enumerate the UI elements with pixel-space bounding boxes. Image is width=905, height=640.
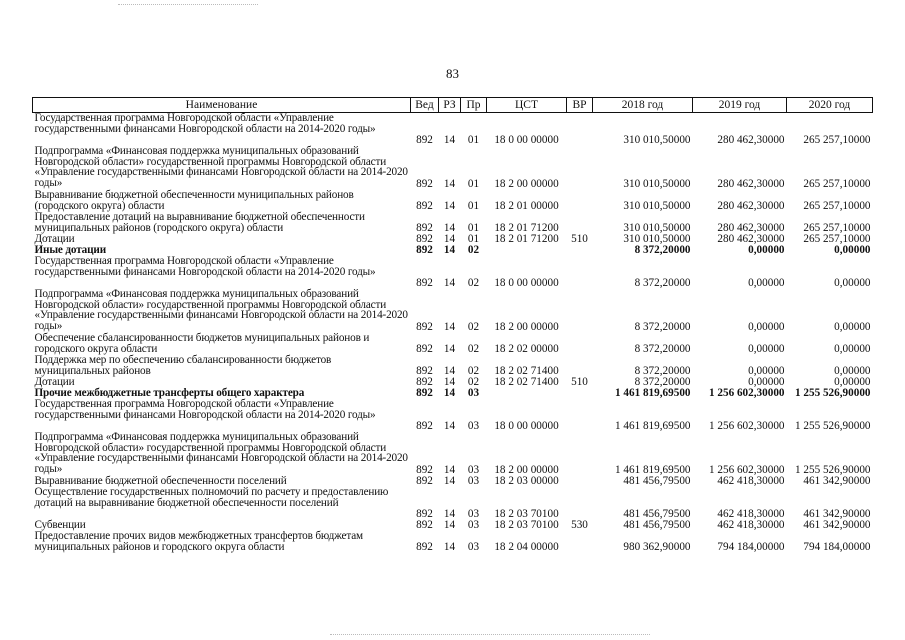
header-ved: Вед <box>411 98 439 113</box>
table-row <box>33 212 873 234</box>
row-cst: 18 2 01 71200 <box>494 233 559 246</box>
row-cst <box>487 245 567 256</box>
row-ved: 892 <box>416 343 433 356</box>
row-rz: 14 <box>443 508 456 521</box>
row-pr: 01 <box>467 134 480 147</box>
table-row <box>33 289 873 333</box>
row-ved: 892 <box>416 464 433 477</box>
row-cst: 18 2 01 71200 <box>494 222 559 235</box>
row-ved: 892 <box>416 233 433 246</box>
row-vr <box>567 531 593 553</box>
row-2019: 0,00000 <box>748 321 785 334</box>
row-2020: 265 257,10000 <box>803 200 871 213</box>
row-2019: 280 462,30000 <box>717 178 785 191</box>
header-vr: ВР <box>567 98 593 113</box>
row-rz: 14 <box>443 233 456 246</box>
row-2020: 265 257,10000 <box>803 233 871 246</box>
row-pr: 01 <box>467 178 480 191</box>
row-vr <box>567 256 593 289</box>
row-vr <box>567 432 593 476</box>
row-ved: 892 <box>416 277 433 290</box>
row-cst: 18 2 04 00000 <box>494 541 559 554</box>
row-rz: 14 <box>443 244 456 257</box>
row-2020: 0,00000 <box>834 244 871 257</box>
row-2019: 0,00000 <box>748 365 785 378</box>
table-row <box>33 113 873 147</box>
row-rz: 14 <box>443 464 456 477</box>
row-pr: 01 <box>467 200 480 213</box>
row-vr <box>567 388 593 399</box>
row-name: Выравнивание бюджетной обеспеченности муниципальных районов (городского округа) области <box>34 189 354 212</box>
row-cst: 18 2 00 00000 <box>494 178 559 191</box>
row-2019: 1 256 602,30000 <box>708 464 785 477</box>
table-row <box>33 531 873 553</box>
row-2019: 280 462,30000 <box>717 134 785 147</box>
row-name: Иные дотации <box>34 244 107 256</box>
row-2018: 481 456,79500 <box>623 508 691 521</box>
row-2018: 980 362,90000 <box>623 541 691 554</box>
row-2020: 1 255 526,90000 <box>794 464 871 477</box>
row-name: Поддержка мер по обеспечению сбалансированности бюджетов муниципальных районов <box>34 354 332 377</box>
row-cst: 18 2 02 71400 <box>494 376 559 389</box>
row-cst: 18 0 00 00000 <box>494 420 559 433</box>
row-2018: 310 010,50000 <box>623 134 691 147</box>
row-name: Государственная программа Новгородской области «Управление государственными финансами Новгородской области на 2014-2020 годы» <box>34 398 376 421</box>
row-vr <box>567 113 593 147</box>
header-rz: РЗ <box>439 98 461 113</box>
row-ved: 892 <box>416 200 433 213</box>
row-ved: 892 <box>416 365 433 378</box>
row-rz: 14 <box>443 134 456 147</box>
row-pr: 02 <box>467 277 480 290</box>
row-2019: 462 418,30000 <box>717 519 785 532</box>
row-cst: 18 2 03 00000 <box>494 475 559 488</box>
row-cst: 18 2 02 71400 <box>494 365 559 378</box>
row-cst: 18 2 03 70100 <box>494 519 559 532</box>
row-2020: 461 342,90000 <box>803 508 871 521</box>
row-2020: 461 342,90000 <box>803 519 871 532</box>
row-2019: 1 256 602,30000 <box>708 387 785 400</box>
row-vr <box>567 333 593 355</box>
row-ved: 892 <box>416 475 433 488</box>
row-rz: 14 <box>443 376 456 389</box>
row-name: Подпрограмма «Финансовая поддержка муниципальных образований Новгородской области» государственной программы Новгородской области «Управление государственными финансами Новгородской области на 2014-2020 годы» <box>34 431 408 475</box>
row-vr <box>567 146 593 190</box>
row-rz: 14 <box>443 475 456 488</box>
row-2019: 0,00000 <box>748 343 785 356</box>
row-ved: 892 <box>416 321 433 334</box>
row-cst: 18 2 00 00000 <box>494 321 559 334</box>
row-rz: 14 <box>443 541 456 554</box>
scan-artifact-bottom <box>330 634 650 636</box>
row-2020: 461 342,90000 <box>803 475 871 488</box>
row-rz: 14 <box>443 519 456 532</box>
header-2018: 2018 год <box>593 98 693 113</box>
row-pr: 03 <box>467 519 480 532</box>
table-row <box>33 146 873 190</box>
row-ved: 892 <box>416 541 433 554</box>
row-name: Государственная программа Новгородской области «Управление государственными финансами Новгородской области на 2014-2020 годы» <box>34 255 376 278</box>
header-pr: Пр <box>461 98 487 113</box>
row-2019: 0,00000 <box>748 277 785 290</box>
row-rz: 14 <box>443 365 456 378</box>
row-2020: 0,00000 <box>834 277 871 290</box>
row-2020: 265 257,10000 <box>803 178 871 191</box>
table-header-row <box>33 98 873 113</box>
row-2018: 310 010,50000 <box>623 178 691 191</box>
row-vr <box>567 476 593 487</box>
row-2020: 794 184,00000 <box>803 541 871 554</box>
row-2019: 280 462,30000 <box>717 222 785 235</box>
row-rz: 14 <box>443 321 456 334</box>
row-2018: 481 456,79500 <box>623 519 691 532</box>
row-pr: 02 <box>467 365 480 378</box>
row-2018: 8 372,20000 <box>634 277 691 290</box>
row-2019: 280 462,30000 <box>717 233 785 246</box>
row-2020: 1 255 526,90000 <box>794 420 871 433</box>
row-name: Предоставление дотаций на выравнивание бюджетной обеспеченности муниципальных районов (городского округа) области <box>34 211 365 234</box>
row-2020: 265 257,10000 <box>803 222 871 235</box>
row-2018: 310 010,50000 <box>623 222 691 235</box>
row-vr: 510 <box>571 376 588 389</box>
header-name: Наименование <box>33 98 411 113</box>
row-2018: 8 372,20000 <box>634 343 691 356</box>
row-2020: 1 255 526,90000 <box>794 387 871 400</box>
row-2019: 794 184,00000 <box>717 541 785 554</box>
row-vr <box>567 190 593 212</box>
row-pr: 03 <box>467 387 480 400</box>
row-rz: 14 <box>443 420 456 433</box>
row-name: Прочие межбюджетные трансферты общего характера <box>34 387 305 399</box>
row-pr: 01 <box>467 233 480 246</box>
table-row <box>33 190 873 212</box>
row-2020: 265 257,10000 <box>803 134 871 147</box>
row-vr <box>567 245 593 256</box>
row-name: Государственная программа Новгородской области «Управление государственными финансами Новгородской области на 2014-2020 годы» <box>34 112 376 135</box>
row-ved: 892 <box>416 178 433 191</box>
row-pr: 03 <box>467 420 480 433</box>
row-2019: 1 256 602,30000 <box>708 420 785 433</box>
row-name: Дотации <box>34 376 75 388</box>
row-ved: 892 <box>416 508 433 521</box>
page-number: 83 <box>446 66 459 81</box>
row-cst: 18 0 00 00000 <box>494 134 559 147</box>
row-2018: 310 010,50000 <box>623 233 691 246</box>
row-2019: 0,00000 <box>748 376 785 389</box>
row-ved: 892 <box>416 519 433 532</box>
row-pr: 02 <box>467 343 480 356</box>
row-2018: 310 010,50000 <box>623 200 691 213</box>
row-2018: 8 372,20000 <box>634 365 691 378</box>
table-row <box>33 399 873 432</box>
row-pr: 03 <box>467 464 480 477</box>
header-cst: ЦСТ <box>487 98 567 113</box>
row-name: Дотации <box>34 233 75 245</box>
row-pr: 02 <box>467 244 480 257</box>
row-2018: 1 461 819,69500 <box>614 420 691 433</box>
row-vr <box>567 355 593 377</box>
row-2018: 8 372,20000 <box>634 321 691 334</box>
row-2019: 0,00000 <box>748 244 785 257</box>
row-pr: 03 <box>467 475 480 488</box>
table-row <box>33 487 873 520</box>
row-vr <box>567 399 593 432</box>
row-2018: 8 372,20000 <box>634 244 691 257</box>
row-cst: 18 2 02 00000 <box>494 343 559 356</box>
row-2020: 0,00000 <box>834 376 871 389</box>
row-pr: 01 <box>467 222 480 235</box>
row-cst: 18 2 01 00000 <box>494 200 559 213</box>
row-ved: 892 <box>416 420 433 433</box>
row-2020: 0,00000 <box>834 321 871 334</box>
row-pr: 02 <box>467 376 480 389</box>
row-vr <box>567 289 593 333</box>
row-vr <box>567 487 593 520</box>
row-pr: 03 <box>467 508 480 521</box>
row-2018: 8 372,20000 <box>634 376 691 389</box>
row-ved: 892 <box>416 376 433 389</box>
scan-artifact-top <box>118 4 258 6</box>
row-rz: 14 <box>443 222 456 235</box>
row-rz: 14 <box>443 200 456 213</box>
row-2020: 0,00000 <box>834 365 871 378</box>
row-cst: 18 2 00 00000 <box>494 464 559 477</box>
row-name: Выравнивание бюджетной обеспеченности поселений <box>34 475 287 487</box>
row-2018: 1 461 819,69500 <box>614 387 691 400</box>
row-cst <box>487 388 567 399</box>
row-2019: 280 462,30000 <box>717 200 785 213</box>
row-name: Субвенции <box>34 519 86 531</box>
row-vr: 510 <box>571 233 588 246</box>
row-2019: 462 418,30000 <box>717 508 785 521</box>
row-ved: 892 <box>416 387 433 400</box>
row-name: Подпрограмма «Финансовая поддержка муниципальных образований Новгородской области» государственной программы Новгородской области «Управление государственными финансами Новгородской области на 2014-2020 годы» <box>34 288 408 332</box>
row-2020: 0,00000 <box>834 343 871 356</box>
budget-table <box>32 97 873 553</box>
row-name: Предоставление прочих видов межбюджетных трансфертов бюджетам муниципальных районов и городского округа области <box>34 530 363 553</box>
row-pr: 03 <box>467 541 480 554</box>
row-rz: 14 <box>443 343 456 356</box>
row-rz: 14 <box>443 277 456 290</box>
row-rz: 14 <box>443 387 456 400</box>
row-vr <box>567 212 593 234</box>
table-row <box>33 234 873 245</box>
row-name: Подпрограмма «Финансовая поддержка муниципальных образований Новгородской области» государственной программы Новгородской области «Управление государственными финансами Новгородской области на 2014-2020 годы» <box>34 145 408 189</box>
table-row <box>33 432 873 476</box>
row-ved: 892 <box>416 222 433 235</box>
row-cst: 18 0 00 00000 <box>494 277 559 290</box>
table-row <box>33 333 873 355</box>
row-ved: 892 <box>416 244 433 257</box>
header-2019: 2019 год <box>693 98 787 113</box>
row-name: Осуществление государственных полномочий по расчету и предоставлению дотаций на выравнивание бюджетной обеспеченности поселений <box>34 486 389 509</box>
row-cst: 18 2 03 70100 <box>494 508 559 521</box>
row-pr: 02 <box>467 321 480 334</box>
row-2018: 1 461 819,69500 <box>614 464 691 477</box>
row-2019: 462 418,30000 <box>717 475 785 488</box>
row-vr: 530 <box>571 519 588 532</box>
row-ved: 892 <box>416 134 433 147</box>
header-2020: 2020 год <box>787 98 873 113</box>
row-name: Обеспечение сбалансированности бюджетов муниципальных районов и городского округа области <box>34 332 370 355</box>
table-row <box>33 256 873 289</box>
row-2018: 481 456,79500 <box>623 475 691 488</box>
table-row <box>33 355 873 377</box>
row-rz: 14 <box>443 178 456 191</box>
